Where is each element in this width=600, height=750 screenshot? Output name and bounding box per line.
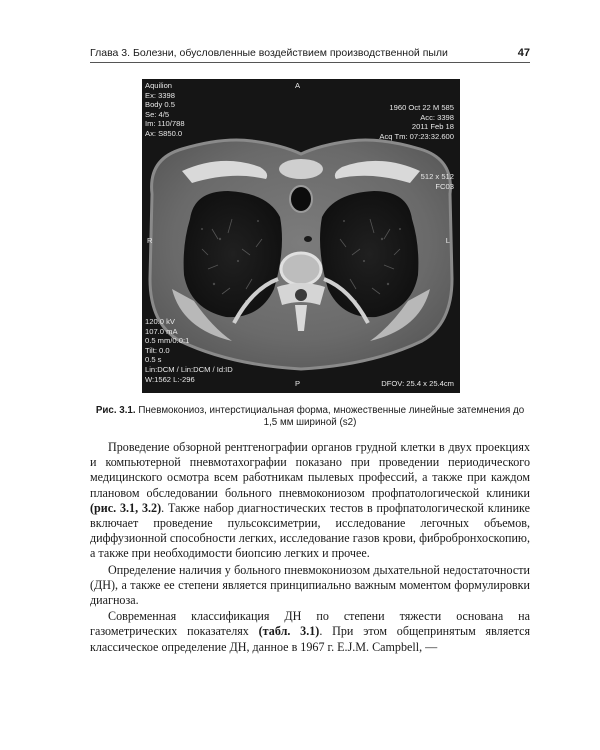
- table-reference: (табл. 3.1): [258, 624, 320, 639]
- body-text: [90, 440, 530, 655]
- chapter-title: Глава 3. Болезни, обусловленные воздействием производственной пыли: [90, 47, 448, 59]
- caption-label: Рис. 3.1.: [95, 405, 136, 416]
- page-number: 47: [517, 47, 530, 59]
- figure-reference: (рис. 3.1, 3.2): [90, 500, 162, 515]
- running-head: [90, 47, 530, 59]
- header-rule: [90, 62, 530, 63]
- caption-text: Пневмокониоз, интерстициальная форма, множественные линейные затемнения до 1,5 мм шириной (s2): [135, 405, 525, 428]
- figure-caption: [90, 405, 530, 429]
- ct-scan-image: [142, 79, 460, 393]
- overlay-anterior-marker: A: [295, 81, 301, 90]
- vertebral-body: [281, 253, 321, 285]
- overlay-bottom-left: 120.0 kV 107.0 mA 0.5 mm/0.0:1 Tilt: 0.0 0.5 s Lin:DCM / Lin:DCM / Id:ID W:1562 L:-296: [145, 317, 233, 384]
- trachea: [290, 186, 312, 212]
- overlay-left-marker: L: [445, 236, 450, 245]
- overlay-top-right: 1960 Oct 22 M 585 Acc: 3398 2011 Feb 18 Acq Tm: 07:23:32.600: [379, 103, 454, 141]
- overlay-top-left: Aquilion Ex: 3398 Body 0.5 Se: 4/5 Im: 110/788 Ax: S850.0: [145, 81, 185, 138]
- overlay-dfov: DFOV: 25.4 x 25.4cm: [381, 379, 454, 388]
- paragraph-1: Проведение обзорной рентгенографии органов грудной клетки в двух проекциях и компьютерной пневмотахографии показано при проведении периодического медицинского осмотра всем работникам пылевых профессий, а также при каждом плановом обследовании больного пневмокониозом профпатологической клиники (рис. 3.1, 3.2). Также набор диагностических тестов в профпатологической клинике включает проведение пульсоксиметрии, исследование легочных объемов, диффузионной способности легких, исследование газов крови, фибробронхоскопию, а также при необходимости биопсию легких и прочее.: [90, 440, 531, 561]
- sternum: [279, 159, 323, 179]
- left-lung: [320, 191, 418, 317]
- paragraph-2: Определение наличия у больного пневмокониозом дыхательной недостаточности (ДН), а также ее степени является принципиально важным моментом формулировки диагноза.: [90, 562, 530, 608]
- overlay-matrix-info: 512 x 512 FC03: [420, 172, 454, 191]
- overlay-right-marker: R: [147, 236, 153, 245]
- overlay-posterior-marker: P: [295, 379, 301, 388]
- paragraph-3: Современная классификация ДН по степени тяжести основана на газометрических показателях (табл. 3.1). При этом общепринятым является классическое определение ДН, данное в 1967 г. E.J.M. Campbell, —: [90, 609, 531, 654]
- right-lung: [184, 191, 282, 317]
